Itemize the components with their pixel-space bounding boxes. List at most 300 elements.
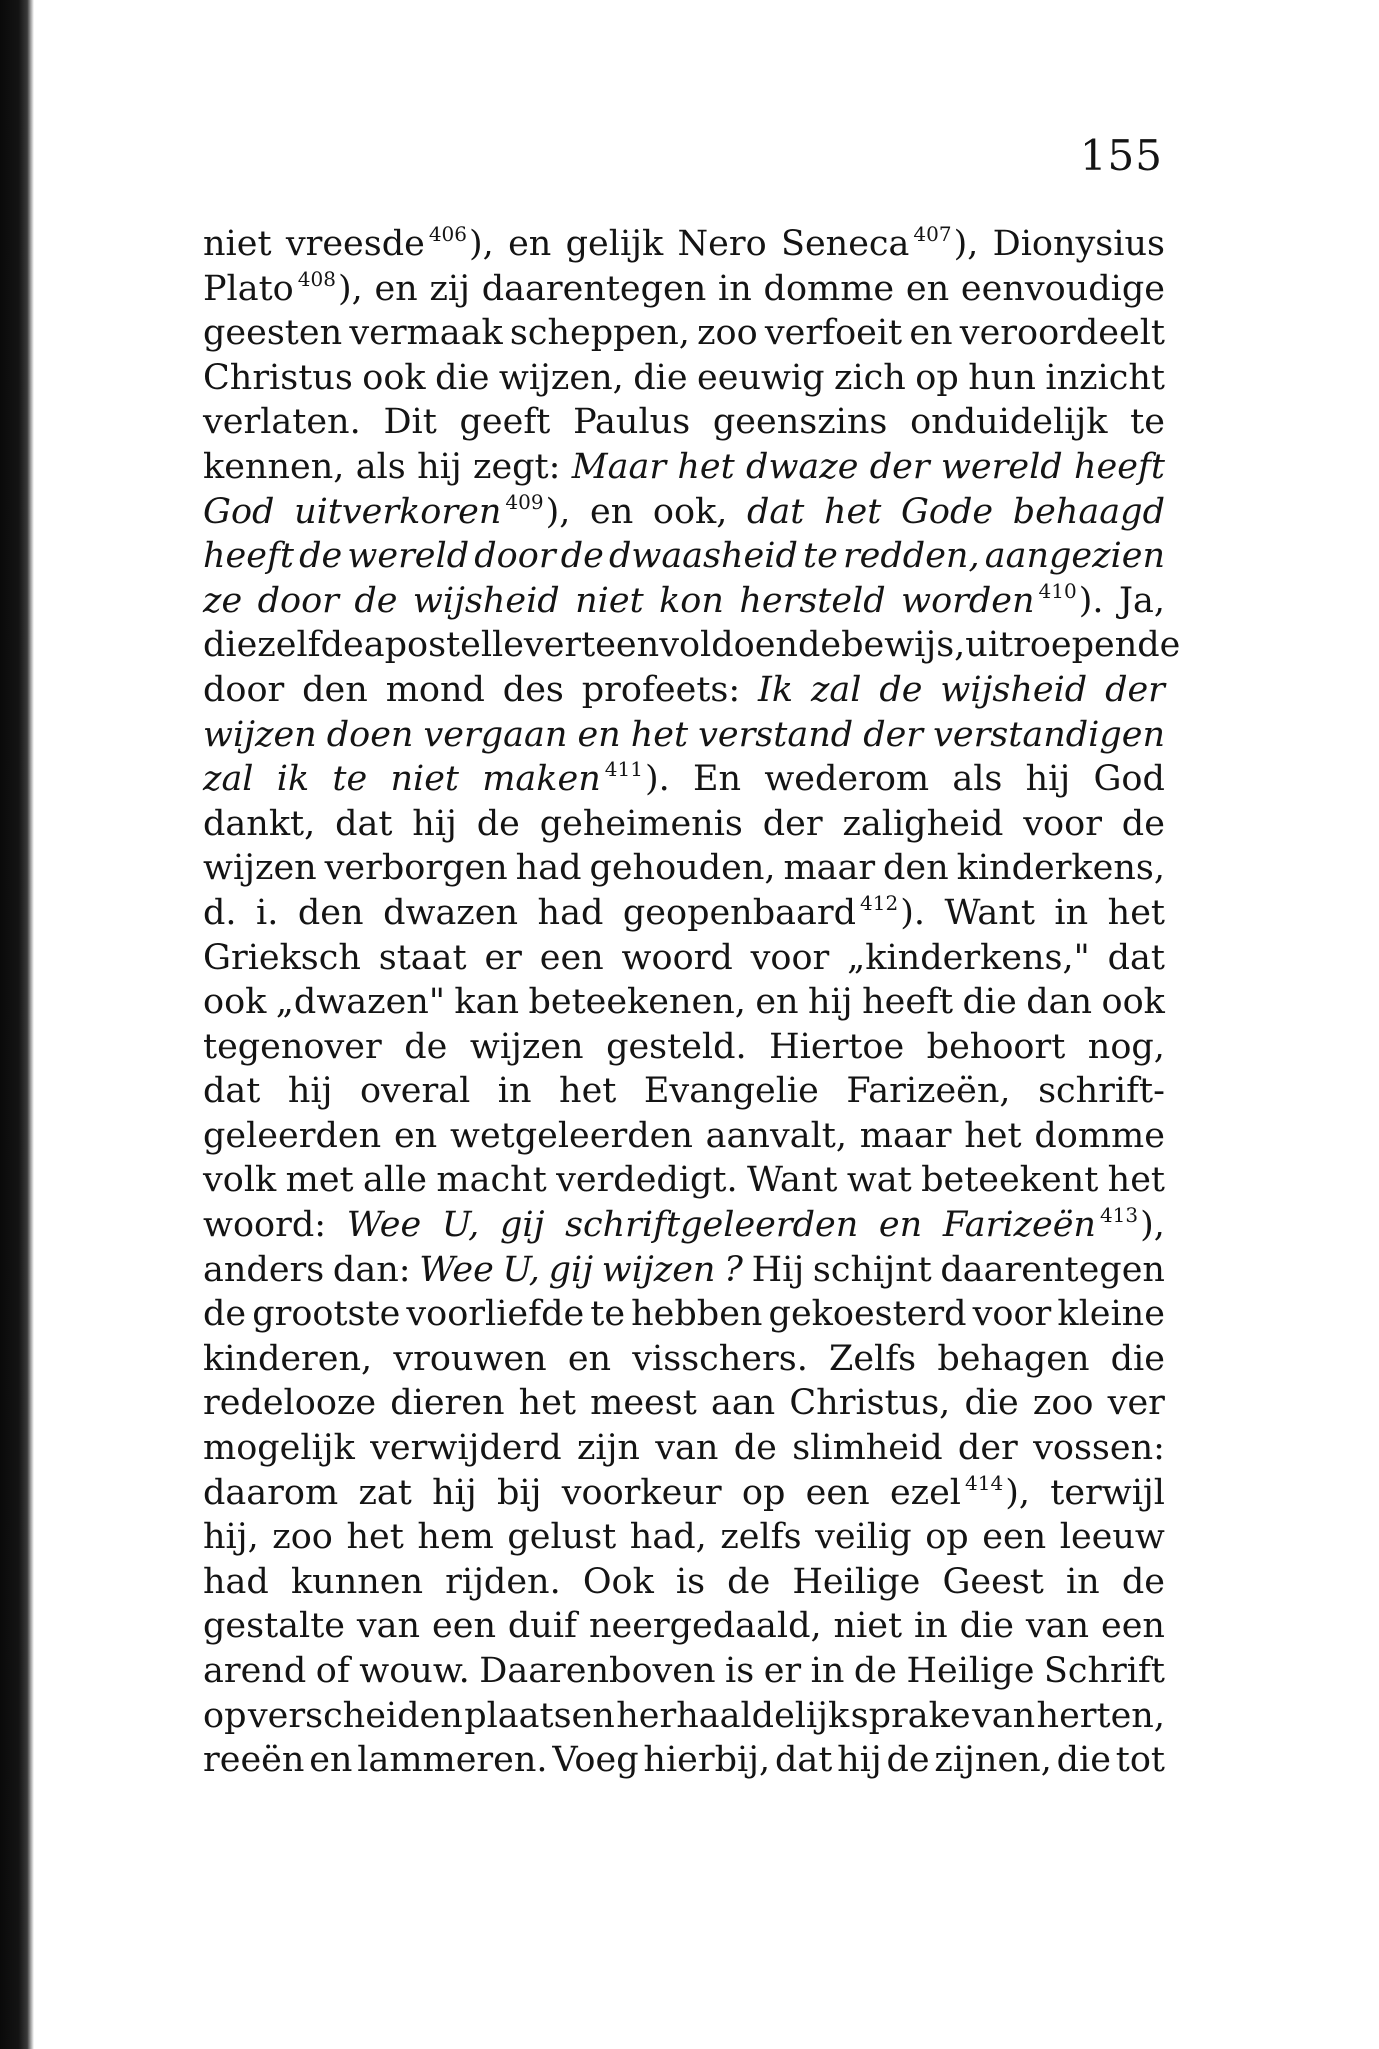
text-segment: dieren: [390, 1383, 505, 1424]
text-line: [203, 222, 1165, 267]
text-segment: en: [508, 224, 552, 264]
text-segment: had: [515, 848, 582, 889]
word: [291, 1560, 423, 1605]
word: [602, 1248, 716, 1293]
word: [960, 311, 1165, 356]
text-segment: voldoende: [659, 625, 842, 666]
text-segment: met: [285, 1160, 354, 1201]
word: [454, 980, 519, 1025]
text-segment: Evangelie: [643, 1071, 819, 1112]
word: [349, 311, 502, 356]
word: [863, 713, 923, 758]
text-segment: verfoeit: [764, 313, 903, 354]
text-segment: en: [309, 1740, 353, 1781]
word: [519, 1381, 576, 1426]
word: [357, 1604, 420, 1649]
italic-text: aangezien: [984, 536, 1165, 577]
text-segment: herhaaldelijk: [616, 1695, 850, 1736]
text-segment: is: [675, 1561, 706, 1602]
text-segment: geenszins: [712, 402, 888, 443]
text-segment: Hiertoe: [769, 1026, 905, 1067]
word: [288, 1069, 333, 1114]
text-segment: ),: [1140, 1205, 1165, 1246]
word: [697, 311, 758, 356]
text-segment: wederom: [764, 759, 930, 800]
text-segment: herten,: [1036, 1695, 1165, 1736]
word: [764, 1649, 801, 1694]
text-line: [203, 311, 1165, 356]
footnote-marker: 407: [913, 222, 952, 246]
text-segment: kleine: [1057, 1294, 1165, 1335]
text-segment: de: [404, 1026, 448, 1067]
word: [203, 891, 237, 936]
text-segment: in: [718, 268, 752, 309]
word: [1033, 1381, 1094, 1426]
word: [1033, 1426, 1165, 1471]
word: [769, 1292, 967, 1337]
text-segment: die: [1056, 1740, 1111, 1781]
word: [364, 623, 492, 668]
word: [500, 1203, 544, 1248]
text-segment: Want: [944, 892, 1035, 933]
text-segment: Schrift: [1043, 1651, 1165, 1691]
text-segment: die: [1110, 1338, 1165, 1379]
word: [499, 356, 624, 401]
word: [676, 1560, 705, 1605]
word: [590, 1381, 697, 1426]
word: [808, 980, 853, 1025]
text-segment: hierbij,: [643, 1740, 771, 1781]
text-segment: wetgeleerden: [450, 1115, 693, 1156]
text-segment: geesten: [203, 313, 343, 354]
word: [203, 1738, 304, 1783]
text-line: [203, 579, 1165, 624]
text-segment: te: [590, 1294, 626, 1335]
word: [540, 802, 743, 847]
word: [203, 490, 274, 535]
text-segment: grootste: [252, 1294, 401, 1335]
word: [276, 980, 445, 1025]
italic-text: zal: [203, 759, 254, 800]
word: [203, 1025, 382, 1070]
italic-text: heeft: [1074, 446, 1165, 487]
text-segment: en: [589, 491, 634, 532]
word: [1060, 1515, 1165, 1560]
text-segment: Nero: [677, 224, 767, 264]
text-segment: staat: [378, 937, 467, 978]
italic-text: de: [560, 536, 604, 577]
italic-text: de: [879, 669, 923, 710]
word: [952, 757, 1002, 802]
text-segment: er: [484, 937, 522, 978]
text-segment: het: [1107, 1160, 1165, 1201]
word: [572, 445, 666, 490]
text-segment: ook: [203, 982, 267, 1023]
italic-text: U,: [502, 1249, 540, 1290]
word: [1093, 757, 1164, 802]
word: [203, 757, 254, 802]
text-segment: dat: [203, 1071, 261, 1112]
text-line: [203, 980, 1165, 1025]
word: [643, 1738, 770, 1783]
word: [933, 713, 1165, 758]
word: [470, 1025, 584, 1070]
text-segment: voor: [750, 937, 830, 978]
word: [968, 356, 1036, 401]
text-line: [203, 1649, 1165, 1694]
text-segment: eenvoudige: [960, 268, 1165, 309]
word: [417, 1515, 493, 1560]
word: [363, 1158, 427, 1203]
text-segment: het: [964, 1115, 1022, 1156]
text-segment: domme: [763, 268, 895, 309]
footnote-marker: 414: [965, 1470, 1004, 1495]
word: [941, 445, 1063, 490]
text-segment: mogelijk: [203, 1428, 355, 1469]
text-segment: op: [741, 1472, 786, 1513]
word: [824, 490, 881, 535]
word: [890, 1471, 1030, 1520]
word: [1108, 1381, 1165, 1426]
text-segment: had: [537, 892, 604, 933]
text-segment: lammeren.: [357, 1740, 548, 1781]
text-segment: een: [595, 625, 660, 666]
text-segment: voorliefde: [406, 1294, 585, 1335]
word: [203, 445, 344, 490]
text-segment: dat: [774, 1740, 833, 1781]
italic-text: Farizeën: [942, 1205, 1096, 1246]
text-segment: aan: [710, 1383, 776, 1424]
word: [203, 1337, 372, 1382]
text-segment: den: [883, 848, 949, 889]
text-segment: neergedaald,: [588, 1606, 822, 1647]
text-segment: woord:: [203, 1205, 327, 1246]
word: [203, 400, 361, 445]
word: [552, 1738, 638, 1783]
word: [963, 980, 1017, 1025]
text-segment: vossen:: [1033, 1428, 1165, 1469]
word: [964, 1381, 1018, 1426]
text-segment: de: [1121, 803, 1165, 844]
word: [1105, 668, 1165, 713]
italic-text: verstand: [698, 714, 854, 755]
text-segment: tegenover: [203, 1026, 382, 1067]
word: [203, 936, 361, 981]
word: [482, 267, 707, 312]
text-line: [203, 1292, 1165, 1337]
text-line: [203, 668, 1165, 713]
word: [734, 1426, 777, 1471]
text-segment: door: [203, 669, 285, 710]
word: [573, 400, 690, 445]
italic-text: Maar: [571, 446, 667, 487]
word: [383, 891, 518, 936]
italic-text: maken: [482, 759, 601, 800]
word: [203, 579, 242, 624]
word: [577, 1426, 640, 1471]
word: [755, 980, 798, 1025]
text-line: [203, 1515, 1165, 1560]
word: [1108, 936, 1165, 981]
text-line: [203, 1248, 1165, 1293]
word: [589, 846, 775, 891]
word: [435, 356, 489, 401]
word: [432, 1604, 496, 1649]
footnote-marker: 411: [604, 757, 643, 782]
italic-text: Wee: [346, 1205, 422, 1246]
text-segment: van: [655, 1428, 719, 1469]
word: [1023, 802, 1102, 847]
word: [1130, 400, 1165, 445]
word: [781, 222, 978, 271]
text-segment: is: [725, 1651, 755, 1691]
word: [659, 623, 841, 668]
word: [1034, 1114, 1165, 1159]
italic-text: verstandigen: [933, 714, 1165, 755]
word: [429, 267, 470, 312]
italic-text: God: [203, 491, 275, 532]
text-segment: ),: [1005, 1472, 1030, 1513]
footnote-marker: 413: [1099, 1203, 1139, 1228]
text-segment: Ja,: [1118, 580, 1165, 621]
italic-text: de: [354, 580, 398, 621]
text-segment: ook,: [652, 491, 728, 532]
word: [394, 1114, 437, 1159]
text-line: [203, 534, 1165, 579]
word: [358, 1471, 411, 1516]
word: [347, 1203, 422, 1248]
text-segment: dan:: [332, 1249, 411, 1290]
italic-text: doen: [326, 714, 414, 755]
word: [752, 1248, 805, 1293]
word: [309, 1738, 352, 1783]
italic-text: redden,: [842, 536, 980, 577]
word: [982, 1515, 1046, 1560]
text-segment: hun: [968, 357, 1036, 398]
text-segment: profeets:: [581, 669, 741, 710]
word: [901, 579, 1103, 628]
word: [203, 1426, 355, 1471]
text-line: [203, 846, 1165, 891]
word: [622, 936, 733, 981]
word: [379, 936, 467, 981]
italic-text: gij: [499, 1205, 545, 1246]
italic-text: te: [332, 759, 368, 800]
text-segment: inzicht: [1045, 357, 1165, 398]
word: [678, 222, 767, 267]
italic-text: Wee: [419, 1249, 494, 1290]
word: [325, 846, 508, 891]
text-segment: ),: [469, 224, 494, 264]
text-line: [203, 1025, 1165, 1070]
text-segment: de: [727, 1561, 771, 1602]
word: [993, 222, 1165, 267]
italic-text: het: [824, 491, 882, 532]
text-segment: zijn: [576, 1428, 640, 1469]
text-segment: hij: [412, 803, 457, 844]
text-segment: En: [692, 759, 742, 800]
text-segment: aanvalt,: [705, 1115, 847, 1156]
word: [815, 1515, 911, 1560]
word: [272, 1515, 333, 1560]
word: [1074, 445, 1165, 490]
word: [934, 1738, 1051, 1783]
word: [727, 1560, 770, 1605]
text-segment: hij: [808, 982, 853, 1023]
text-segment: van: [356, 1606, 421, 1647]
text-segment: vrouwen: [393, 1338, 547, 1379]
word: [482, 757, 670, 806]
word: [203, 267, 363, 316]
word: [360, 1069, 470, 1114]
word: [484, 936, 521, 981]
word: [203, 1069, 260, 1114]
text-segment: ).: [1078, 580, 1104, 621]
text-line: [203, 1069, 1165, 1114]
word: [1066, 1560, 1100, 1605]
text-line: [203, 1337, 1165, 1382]
word: [739, 579, 885, 624]
text-segment: Farizeën,: [846, 1071, 1011, 1112]
text-segment: leeuw: [1059, 1517, 1165, 1558]
text-segment: dat: [1107, 937, 1165, 978]
text-segment: verwijderd: [370, 1428, 562, 1469]
text-segment: redelooze: [203, 1383, 377, 1424]
text-segment: niet: [203, 224, 272, 264]
text-segment: een: [432, 1606, 496, 1647]
italic-text: wijsheid: [940, 669, 1088, 710]
text-segment: die: [962, 982, 1017, 1023]
word: [965, 623, 1180, 668]
word: [203, 1292, 246, 1337]
word: [725, 1649, 754, 1694]
text-segment: Grieksch: [203, 937, 361, 978]
word: [502, 1248, 539, 1293]
word: [203, 1560, 269, 1605]
text-segment: in: [1054, 892, 1089, 933]
word: [479, 1649, 715, 1694]
italic-text: zal: [810, 669, 862, 710]
word: [813, 1248, 932, 1293]
word: [775, 1738, 832, 1783]
text-segment: Dit: [383, 402, 437, 443]
text-segment: in: [497, 1071, 532, 1112]
text-segment: Paulus: [573, 402, 691, 443]
text-segment: die: [435, 357, 490, 398]
word: [1050, 1471, 1165, 1516]
text-segment: de: [853, 1651, 897, 1691]
word: [623, 891, 925, 940]
text-segment: beteekenen,: [528, 982, 746, 1023]
text-segment: zat: [358, 1472, 412, 1513]
text-segment: Hij: [751, 1249, 805, 1290]
italic-text: worden: [901, 580, 1035, 621]
word: [697, 356, 825, 401]
word: [1119, 579, 1165, 624]
text-segment: de: [886, 1740, 930, 1781]
word: [577, 713, 620, 758]
word: [909, 311, 952, 356]
text-segment: vreesde: [285, 224, 425, 264]
word: [359, 1649, 470, 1694]
text-segment: hij: [432, 1472, 477, 1513]
word: [843, 534, 980, 579]
word: [942, 1560, 1043, 1605]
italic-text: het: [630, 714, 689, 755]
text-segment: Ook: [582, 1561, 654, 1602]
text-segment: slimheid: [792, 1428, 943, 1469]
word: [906, 1649, 1034, 1694]
text-line: [203, 1203, 1165, 1248]
word: [720, 1515, 801, 1560]
text-segment: zijnen,: [934, 1740, 1052, 1781]
text-segment: ook: [1101, 982, 1165, 1023]
word: [370, 1426, 561, 1471]
word: [829, 1337, 916, 1382]
word: [256, 891, 278, 936]
body-text: [203, 222, 1181, 1783]
word: [1013, 490, 1165, 535]
text-segment: wat: [846, 1160, 912, 1201]
word: [783, 846, 875, 891]
text-segment: had: [203, 1561, 269, 1602]
word: [516, 846, 582, 891]
text-segment: zich: [834, 357, 906, 398]
text-segment: die: [633, 357, 688, 398]
text-line: [203, 1426, 1165, 1471]
text-segment: Voeg: [552, 1740, 639, 1781]
italic-text: niet: [575, 580, 644, 621]
text-segment: een: [805, 1472, 870, 1513]
word: [333, 1248, 411, 1293]
text-segment: apostel: [363, 625, 493, 666]
text-segment: sprake: [850, 1695, 971, 1736]
text-segment: de: [1121, 1561, 1165, 1602]
word: [811, 668, 862, 713]
text-segment: daarentegen: [940, 1249, 1165, 1290]
word: [803, 534, 838, 579]
text-segment: geopenbaard: [622, 892, 856, 933]
italic-text: niet: [390, 759, 459, 800]
text-line: [203, 713, 1165, 758]
italic-text: ze: [203, 580, 243, 621]
text-segment: wouw.: [359, 1651, 470, 1691]
word: [203, 1604, 345, 1649]
text-segment: meest: [590, 1383, 697, 1424]
word: [879, 668, 922, 713]
word: [528, 980, 745, 1025]
italic-text: door: [474, 536, 556, 577]
word: [1108, 891, 1165, 936]
footnote-marker: 406: [428, 222, 468, 246]
word: [713, 400, 887, 445]
word: [862, 980, 953, 1025]
word: [973, 1292, 1052, 1337]
text-segment: Want: [747, 1160, 838, 1201]
word: [473, 445, 560, 490]
text-line: [203, 1471, 1165, 1516]
italic-text: hersteld: [739, 580, 886, 621]
word: [837, 1738, 882, 1783]
text-segment: kan: [454, 982, 520, 1023]
footnote-marker: 409: [505, 489, 544, 514]
word: [943, 1203, 1165, 1252]
text-segment: reeën: [203, 1740, 305, 1781]
word: [508, 222, 551, 267]
text-segment: uitroepende: [965, 625, 1181, 666]
word: [1037, 1694, 1165, 1739]
text-line: [203, 1114, 1165, 1159]
